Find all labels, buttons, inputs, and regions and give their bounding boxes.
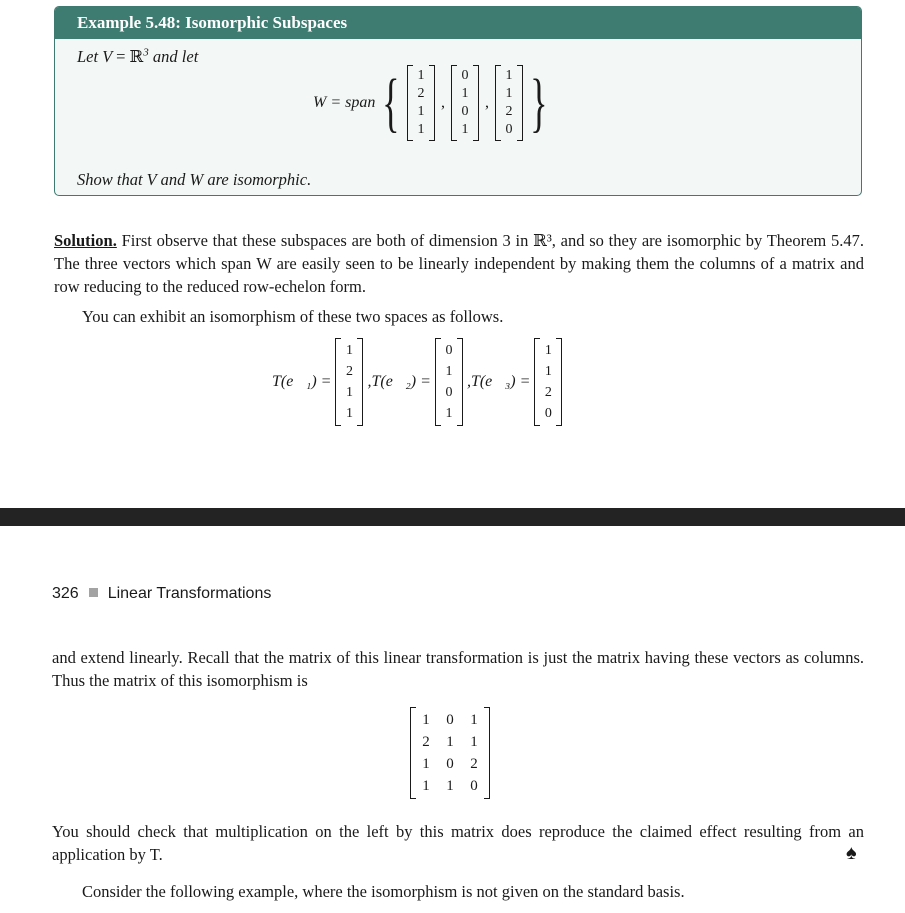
solution-text: First observe that these subspaces are both of dimension 3 in ℝ³, and so they are isomorphic by Theorem 5.47. The three vectors which span W are easily seen to be linearly independent by making them the columns of a matrix and row reducing to the reduced row-echelon form. (54, 231, 864, 296)
t-vector-2: 0 1 0 1 (435, 338, 463, 426)
span-vector-1: 1 2 1 1 (407, 65, 435, 141)
span-label: = span (330, 94, 376, 111)
page-divider (0, 508, 905, 526)
next-example-sentence: Consider the following example, where the isomorphism is not given on the standard basis. (82, 882, 685, 901)
example-intro (77, 47, 198, 67)
intro-eq: = ℝ (116, 47, 144, 66)
t-vector-1: 1 2 1 1 (335, 338, 363, 426)
intro-and-let: and let (152, 47, 199, 66)
intro-v: V (102, 47, 112, 66)
t-label-2: ,T(e⃗₂) = (367, 373, 431, 390)
t-equations (268, 338, 562, 426)
example-box (54, 6, 862, 196)
span-vector-2: 0 1 0 1 (451, 65, 479, 141)
continuation-paragraph: and extend linearly. Recall that the matrix of this linear transformation is just the matrix having these vectors as columns. Thus the matrix of this isomorphism is (52, 648, 864, 690)
check-paragraph: You should check that multiplication on the left by this matrix does reproduce the claimed effect resulting from an application by T. (52, 822, 864, 864)
solution-label: Solution. (54, 231, 117, 250)
intro-exp: 3 (143, 46, 149, 59)
w-label: W (313, 94, 327, 111)
running-header (52, 585, 271, 603)
intro-let: Let (77, 47, 99, 66)
span-equation: W = span { 1 2 1 1 , 0 1 0 1 , 1 1 2 0 } (313, 66, 548, 139)
t-label-1: T(e⃗₁) = (272, 373, 332, 390)
header-square-icon (89, 588, 98, 597)
right-brace: } (530, 66, 548, 139)
example-title: Example 5.48: Isomorphic Subspaces (55, 7, 861, 39)
t-vector-3: 1 1 2 0 (534, 338, 562, 426)
example-task: Show that V and W are isomorphic. (77, 170, 312, 189)
t-label-3: ,T(e⃗₃) = (466, 373, 531, 390)
spade-icon: ♠ (846, 842, 857, 864)
left-brace: { (382, 66, 400, 139)
span-vector-3: 1 1 2 0 (495, 65, 523, 141)
solution-paragraph (54, 229, 864, 298)
chapter-title: Linear Transformations (107, 585, 272, 602)
isomorphism-matrix: 1 0 1 2 1 1 1 0 2 1 1 0 (410, 707, 490, 799)
page-number: 326 (52, 585, 79, 602)
exhibit-sentence: You can exhibit an isomorphism of these two spaces as follows. (82, 307, 504, 326)
